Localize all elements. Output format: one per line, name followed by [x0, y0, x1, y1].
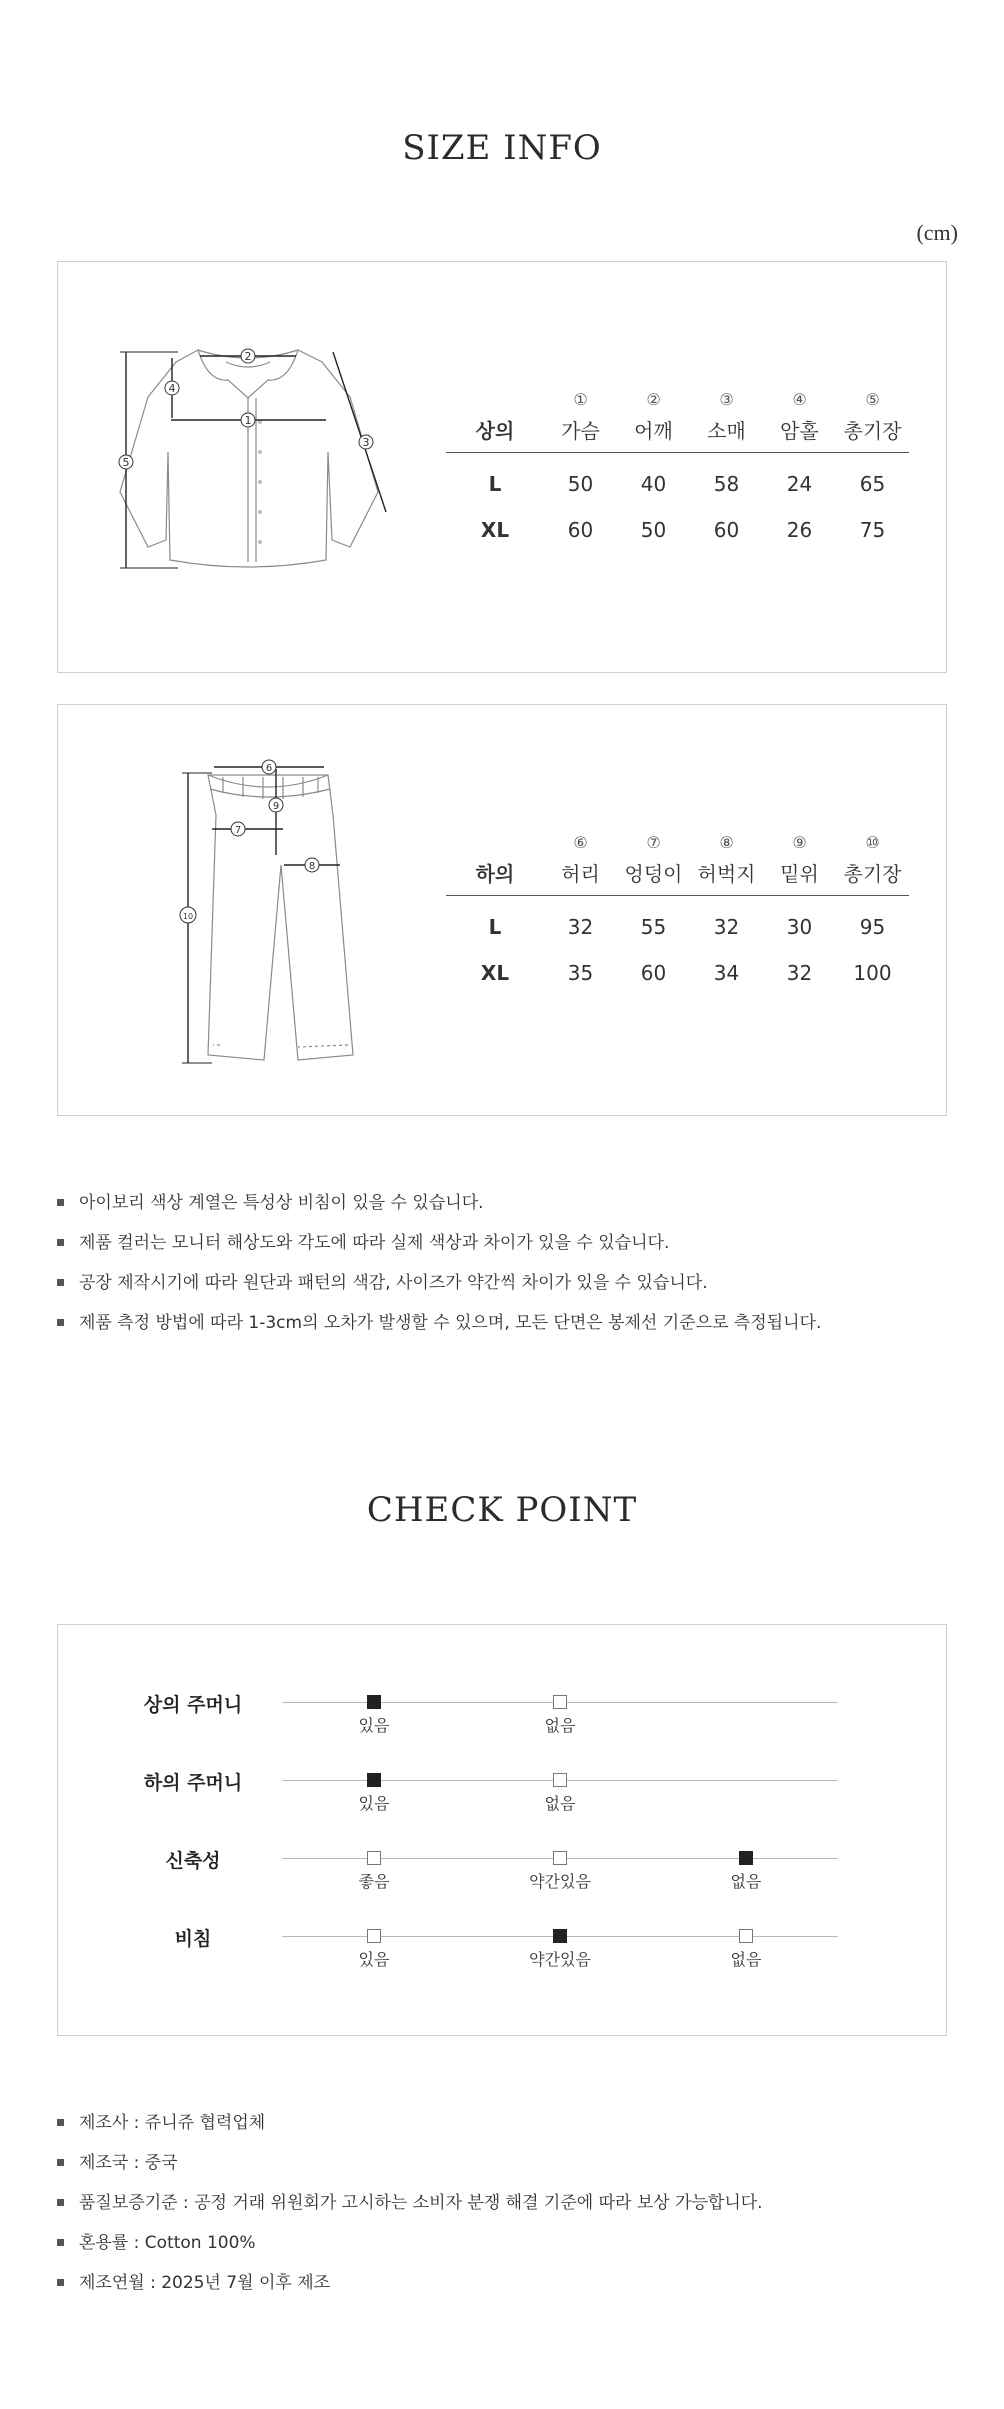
size-value: 50	[640, 517, 667, 542]
size-value: 24	[786, 471, 813, 496]
table-row	[446, 896, 909, 950]
size-value: 26	[786, 517, 813, 542]
svg-text:8: 8	[308, 861, 316, 872]
bottom-header-cell: 하의	[475, 862, 515, 886]
check-point-title: CHECK POINT	[366, 1490, 638, 1530]
size-value: 50	[567, 471, 594, 496]
size-value: 95	[859, 914, 886, 939]
size-value: 65	[859, 471, 886, 496]
list-item: 제조사 : 쥬니쥬 협력업체	[57, 2112, 763, 2152]
check-option: 약간있음	[500, 1851, 620, 1892]
unchecked-square-icon	[739, 1929, 753, 1943]
size-value: 40	[640, 471, 667, 496]
svg-text:5: 5	[122, 456, 130, 469]
size-value: 34	[713, 960, 740, 985]
bottom-header-cell: ⑧ 허벅지	[697, 833, 756, 886]
size-value: 32	[567, 914, 594, 939]
check-row-top-pocket	[58, 1694, 948, 1762]
pants-diagram	[168, 755, 388, 1075]
top-header-cell: ④ 암홀	[780, 390, 819, 443]
product-info-list	[57, 2112, 763, 2312]
bottom-size-table	[446, 833, 909, 996]
size-info-title: SIZE INFO	[402, 128, 602, 168]
top-header-cell: ① 가슴	[561, 390, 600, 443]
size-label: L	[488, 914, 502, 939]
checked-square-icon	[739, 1851, 753, 1865]
top-size-panel	[57, 261, 947, 673]
top-header-cell: ⑤ 총기장	[843, 390, 902, 443]
bottom-size-header-row	[446, 833, 909, 896]
svg-text:10: 10	[182, 912, 194, 921]
size-label: XL	[480, 960, 510, 985]
checked-square-icon	[367, 1773, 381, 1787]
top-size-header-row	[446, 390, 909, 453]
size-value: 30	[786, 914, 813, 939]
check-option: 없음	[686, 1851, 806, 1892]
check-option: 좋음	[314, 1851, 434, 1892]
bottom-header-cell: ⑥ 허리	[561, 833, 600, 886]
top-header-cell: 상의	[475, 419, 515, 443]
table-row	[446, 950, 909, 996]
size-value: 32	[713, 914, 740, 939]
check-option: 있음	[314, 1695, 434, 1736]
unchecked-square-icon	[553, 1773, 567, 1787]
table-row	[446, 453, 909, 507]
size-value: 60	[640, 960, 667, 985]
unchecked-square-icon	[367, 1929, 381, 1943]
check-option: 없음	[500, 1773, 620, 1814]
svg-text:4: 4	[168, 382, 176, 395]
size-value: 75	[859, 517, 886, 542]
size-value: 60	[713, 517, 740, 542]
svg-text:9: 9	[272, 801, 280, 812]
check-label: 비침	[174, 1928, 212, 1950]
unit-label: (cm)	[916, 220, 958, 245]
size-value: 100	[853, 960, 892, 985]
size-label: L	[488, 471, 502, 496]
svg-text:6: 6	[265, 763, 273, 774]
care-notes	[57, 1192, 821, 1352]
list-item: 제조국 : 중국	[57, 2152, 763, 2192]
check-option: 없음	[500, 1695, 620, 1736]
svg-text:2: 2	[244, 350, 252, 363]
unchecked-square-icon	[553, 1695, 567, 1709]
check-option: 있음	[314, 1773, 434, 1814]
bottom-header-cell: ⑩ 총기장	[843, 833, 902, 886]
check-option: 없음	[686, 1929, 806, 1970]
top-header-cell: ② 어깨	[634, 390, 673, 443]
check-option: 약간있음	[500, 1929, 620, 1970]
check-row-transparency	[58, 1928, 948, 1996]
check-label: 상의 주머니	[143, 1694, 243, 1716]
list-item: 아이보리 색상 계열은 특성상 비침이 있을 수 있습니다.	[57, 1192, 821, 1232]
svg-text:7: 7	[234, 825, 242, 836]
top-header-cell: ③ 소매	[707, 390, 746, 443]
checked-square-icon	[553, 1929, 567, 1943]
bottom-header-cell: ⑨ 밑위	[780, 833, 819, 886]
top-size-table	[446, 390, 909, 553]
check-label: 하의 주머니	[143, 1772, 243, 1794]
list-item: 제품 측정 방법에 따라 1-3cm의 오차가 발생할 수 있으며, 모든 단면은 봉제선 기준으로 측정됩니다.	[57, 1312, 821, 1352]
check-label: 신축성	[165, 1850, 221, 1872]
list-item: 혼용률 : Cotton 100%	[57, 2232, 763, 2272]
svg-text:1: 1	[244, 414, 252, 427]
unchecked-square-icon	[553, 1851, 567, 1865]
check-option: 있음	[314, 1929, 434, 1970]
size-value: 60	[567, 517, 594, 542]
shirt-diagram	[108, 342, 448, 582]
svg-text:3: 3	[362, 436, 370, 449]
size-value: 55	[640, 914, 667, 939]
size-value: 32	[786, 960, 813, 985]
list-item: 제조연월 : 2025년 7월 이후 제조	[57, 2272, 763, 2312]
check-row-stretch	[58, 1850, 948, 1918]
list-item: 공장 제작시기에 따라 원단과 패턴의 색감, 사이즈가 약간씩 차이가 있을 수 있습니다.	[57, 1272, 821, 1312]
check-row-bottom-pocket	[58, 1772, 948, 1840]
bottom-header-cell: ⑦ 엉덩이	[624, 833, 683, 886]
checked-square-icon	[367, 1695, 381, 1709]
list-item: 제품 컬러는 모니터 해상도와 각도에 따라 실제 색상과 차이가 있을 수 있습니다.	[57, 1232, 821, 1272]
check-point-panel	[57, 1624, 947, 2036]
size-label: XL	[480, 517, 510, 542]
table-row	[446, 507, 909, 553]
unchecked-square-icon	[367, 1851, 381, 1865]
size-value: 35	[567, 960, 594, 985]
list-item: 품질보증기준 : 공정 거래 위원회가 고시하는 소비자 분쟁 해결 기준에 따라 보상 가능합니다.	[57, 2192, 763, 2232]
bottom-size-panel	[57, 704, 947, 1116]
size-value: 58	[713, 471, 740, 496]
